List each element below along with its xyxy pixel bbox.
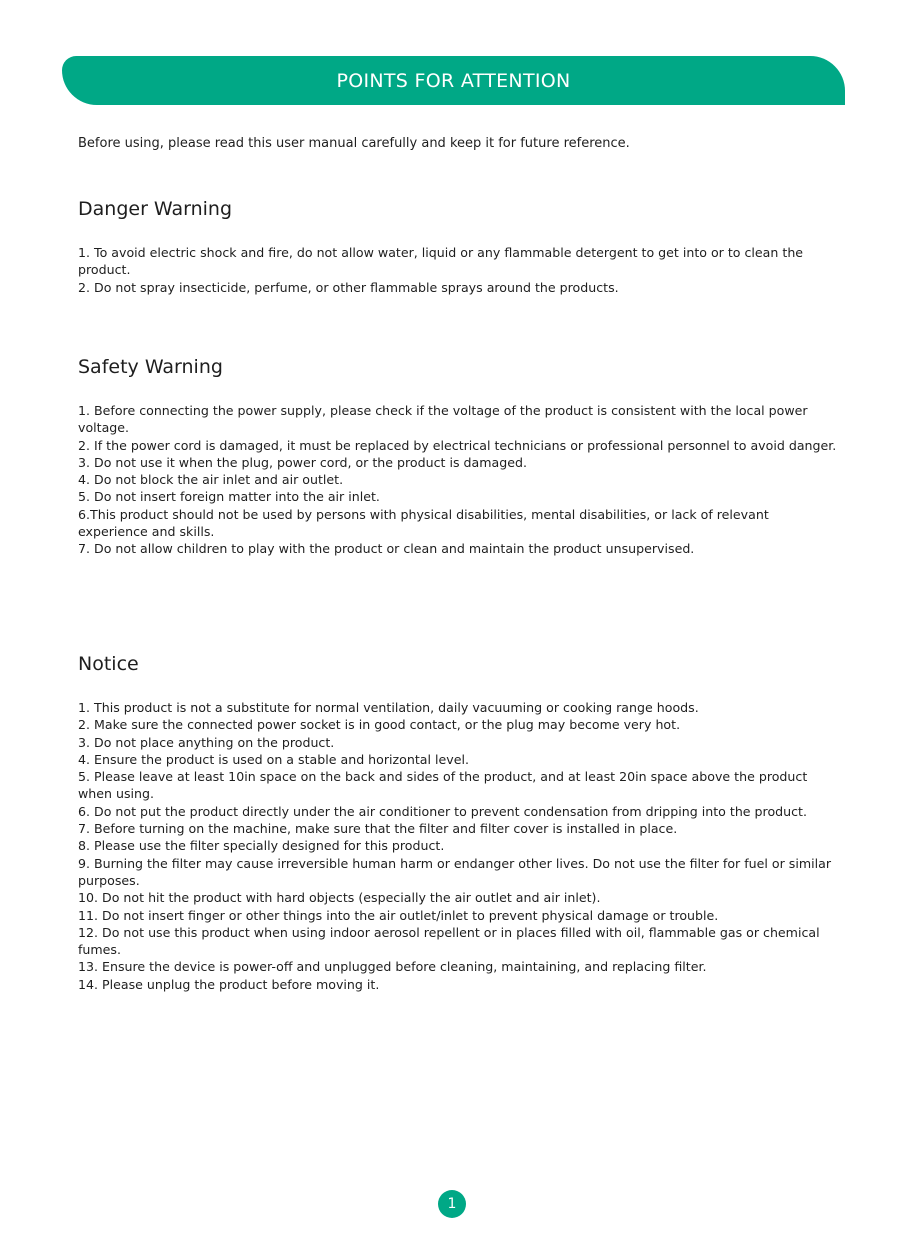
safety-warning-list (78, 402, 838, 558)
danger-warning-heading: Danger Warning (78, 198, 233, 220)
list-item: 6.This product should not be used by persons with physical disabilities, mental disabilities, or lack of relevant experience and skills. (78, 506, 769, 540)
title-banner (62, 56, 845, 105)
list-item: 5. Do not insert foreign matter into the air inlet. (78, 489, 380, 505)
list-item: 1. To avoid electric shock and fire, do not allow water, liquid or any flammable detergent to get into or to clean the product. (78, 245, 804, 278)
list-item: 7. Before turning on the machine, make sure that the filter and filter cover is installed in place. (78, 821, 678, 837)
notice-list (78, 699, 838, 993)
list-item: 10. Do not hit the product with hard objects (especially the air outlet and air inlet). (78, 890, 601, 906)
list-item: 12. Do not use this product when using indoor aerosol repellent or in places filled with oil, flammable gas or chemical fumes. (78, 924, 820, 958)
intro-text: Before using, please read this user manual carefully and keep it for future reference. (78, 136, 630, 151)
list-item: 5. Please leave at least 10in space on the back and sides of the product, and at least 20in space above the product when using. (78, 769, 808, 802)
list-item: 4. Do not block the air inlet and air outlet. (78, 472, 344, 488)
list-item: 2. If the power cord is damaged, it must be replaced by electrical technicians or professional personnel to avoid danger. (78, 437, 837, 453)
list-item: 4. Ensure the product is used on a stable and horizontal level. (78, 751, 469, 767)
list-item: 3. Do not place anything on the product. (78, 734, 335, 750)
list-item: 11. Do not insert finger or other things into the air outlet/inlet to prevent physical damage or trouble. (78, 907, 719, 923)
safety-warning-heading: Safety Warning (78, 356, 223, 378)
list-item: 6. Do not put the product directly under the air conditioner to prevent condensation from dripping into the product. (78, 803, 807, 819)
list-item: 1. Before connecting the power supply, please check if the voltage of the product is consistent with the local power voltage. (78, 403, 808, 436)
list-item: 7. Do not allow children to play with the product or clean and maintain the product unsupervised. (78, 541, 695, 557)
page-number: 1 (438, 1190, 466, 1218)
page-title: POINTS FOR ATTENTION (336, 69, 571, 92)
list-item: 9. Burning the filter may cause irreversible human harm or endanger other lives. Do not use the filter for fuel or similar purposes. (78, 855, 831, 888)
list-item: 2. Make sure the connected power socket is in good contact, or the plug may become very hot. (78, 717, 681, 733)
list-item: 13. Ensure the device is power-off and unplugged before cleaning, maintaining, and replacing filter. (78, 959, 707, 975)
list-item: 8. Please use the filter specially designed for this product. (78, 838, 445, 854)
list-item: 2. Do not spray insecticide, perfume, or other flammable sprays around the products. (78, 279, 619, 295)
notice-heading: Notice (78, 653, 139, 675)
list-item: 3. Do not use it when the plug, power cord, or the product is damaged. (78, 454, 527, 470)
list-item: 14. Please unplug the product before moving it. (78, 976, 380, 992)
danger-warning-list (78, 244, 838, 296)
list-item: 1. This product is not a substitute for normal ventilation, daily vacuuming or cooking range hoods. (78, 700, 699, 715)
